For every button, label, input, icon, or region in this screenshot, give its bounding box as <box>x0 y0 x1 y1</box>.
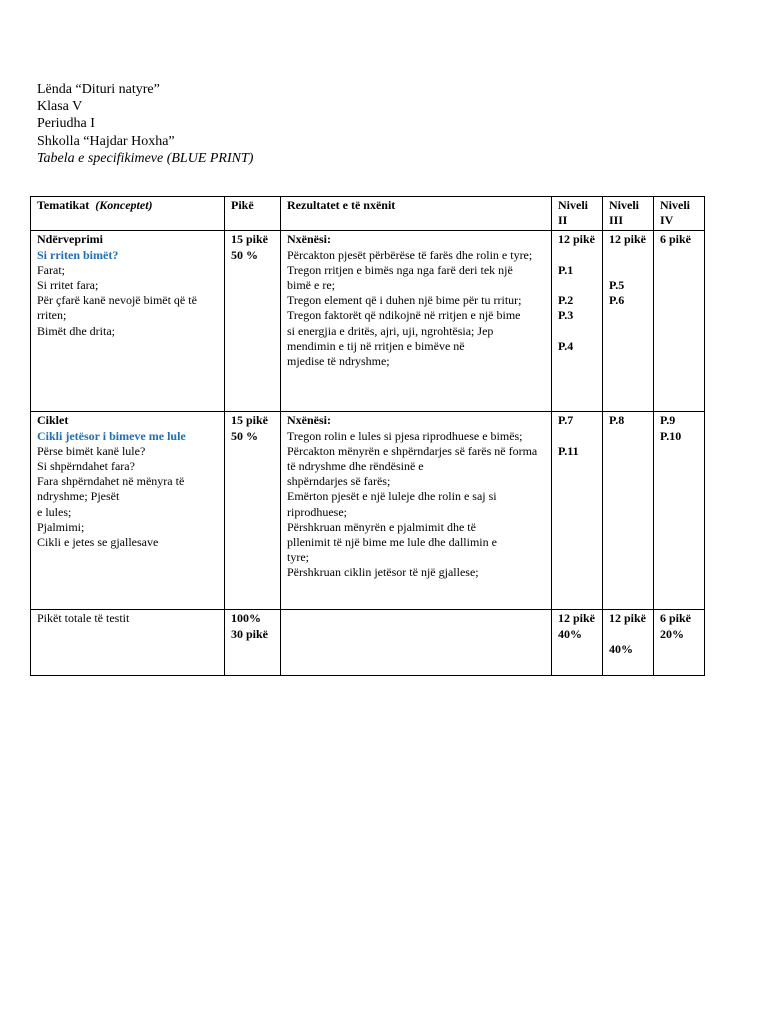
level-2-cell: P.7 P.11 <box>552 412 603 610</box>
topic-cell: Ndërveprimi Si rriten bimët? Farat; Si rritet fara; Për çfarë kanë nevojë bimët që të rriten; Bimët dhe drita; <box>31 231 225 412</box>
outcomes-cell: Nxënësi: Tregon rolin e lules si pjesa riprodhuese e bimës; Përcakton mënyrën e shpërndarjes së farës në forma të ndryshme dhe rëndësinë e shpërndarjes së farës; Emërton pjesët e një luleje dhe rolin e saj si riprodhuese; Përshkruan mënyrën e pjalmimit dhe të pllenimit të një bime me lule dhe dallimin e tyre; Përshkruan ciklin jetësor të një gjallese; <box>281 412 552 610</box>
table-row-totals <box>31 610 705 676</box>
header-level-4: Niveli IV <box>654 197 705 231</box>
table-row-cycles <box>31 412 705 610</box>
subject-line: Lënda “Dituri natyre” <box>37 82 160 97</box>
table-header-row <box>31 197 705 231</box>
header-level-2: Niveli II <box>552 197 603 231</box>
totals-level-3-cell: 12 pikë 40% <box>603 610 654 676</box>
blueprint-table <box>30 196 705 676</box>
level-4-cell: P.9 P.10 <box>654 412 705 610</box>
table-row-interaction <box>31 231 705 412</box>
totals-label-cell: Pikët totale të testit <box>31 610 225 676</box>
period-line: Periudha I <box>37 116 95 132</box>
totals-level-4-cell: 6 pikë 20% <box>654 610 705 676</box>
level-2-cell: 12 pikë P.1 P.2 P.3 P.4 <box>552 231 603 412</box>
points-cell: 15 pikë 50 % <box>225 231 281 412</box>
school-line: Shkolla “Hajdar Hoxha” <box>37 133 175 149</box>
level-4-cell: 6 pikë <box>654 231 705 412</box>
level-3-cell: P.8 <box>603 412 654 610</box>
points-cell: 15 pikë 50 % <box>225 412 281 610</box>
totals-level-2-cell: 12 pikë 40% <box>552 610 603 676</box>
totals-outcomes-cell <box>281 610 552 676</box>
topic-cell: Ciklet Cikli jetësor i bimeve me lule Përse bimët kanë lule? Si shpërndahet fara? Fara shpërndahet në mënyra të ndryshme; Pjesët e lules; Pjalmimi; Cikli e jetes se gjallesave <box>31 412 225 610</box>
totals-points-cell: 100% 30 pikë <box>225 610 281 676</box>
header-topics: Tematikat (Konceptet) <box>31 197 225 231</box>
document-header <box>37 81 253 167</box>
grade-line: Klasa V <box>37 99 83 115</box>
header-level-3: Niveli III <box>603 197 654 231</box>
header-points: Pikë <box>225 197 281 231</box>
header-outcomes: Rezultatet e të nxënit <box>281 197 552 231</box>
level-3-cell: 12 pikë P.5 P.6 <box>603 231 654 412</box>
outcomes-cell: Nxënësi: Përcakton pjesët përbërëse të farës dhe rolin e tyre; Tregon rritjen e bimës nga nga farë deri tek një bimë e re; Tregon element që i duhen një bime për tu rritur; Tregon faktorët që ndikojnë në rritjen e një bime si energjia e dritës, ajri, uji, ngrohtësia; Jep mendimin e tij në rritjen e bimëve në mjedise të ndryshme; <box>281 231 552 412</box>
table-title: Tabela e specifikimeve (BLUE PRINT) <box>37 150 254 166</box>
